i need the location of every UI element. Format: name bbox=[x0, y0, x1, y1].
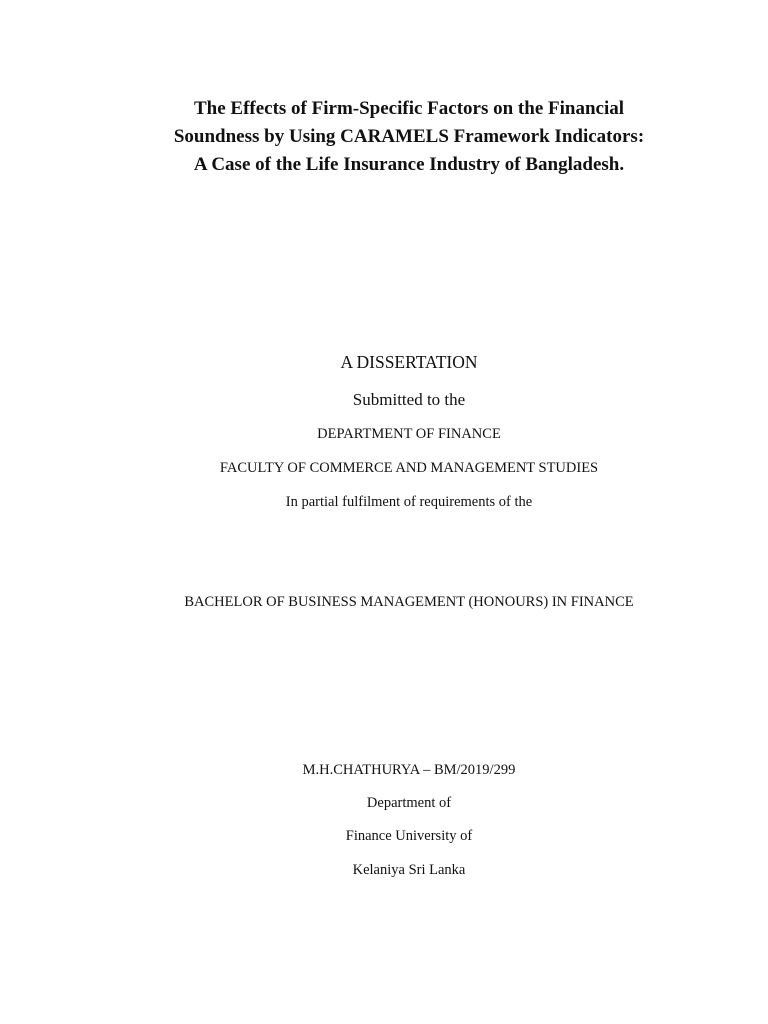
author-affiliation-line-1: Department of bbox=[366, 795, 452, 811]
author-affiliation-line-3: Kelaniya Sri Lanka bbox=[352, 862, 466, 878]
document-type: A DISSERTATION bbox=[340, 352, 478, 372]
submitted-to: Submitted to the bbox=[352, 390, 466, 409]
degree-name: BACHELOR OF BUSINESS MANAGEMENT (HONOURS) IN FINANCE bbox=[184, 594, 634, 610]
department-name: DEPARTMENT OF FINANCE bbox=[317, 426, 501, 442]
partial-fulfilment: In partial fulfilment of requirements of the bbox=[285, 494, 533, 510]
author-name-id: M.H.CHATHURYA – BM/2019/299 bbox=[302, 762, 516, 778]
title-line-3: A Case of the Life Insurance Industry of Bangladesh. bbox=[193, 154, 625, 175]
author-affiliation-line-2: Finance University of bbox=[345, 828, 473, 844]
faculty-name: FACULTY OF COMMERCE AND MANAGEMENT STUDIES bbox=[219, 460, 599, 476]
title-line-1: The Effects of Firm-Specific Factors on the Financial bbox=[193, 98, 625, 119]
title-line-2: Soundness by Using CARAMELS Framework Indicators: bbox=[173, 126, 645, 147]
